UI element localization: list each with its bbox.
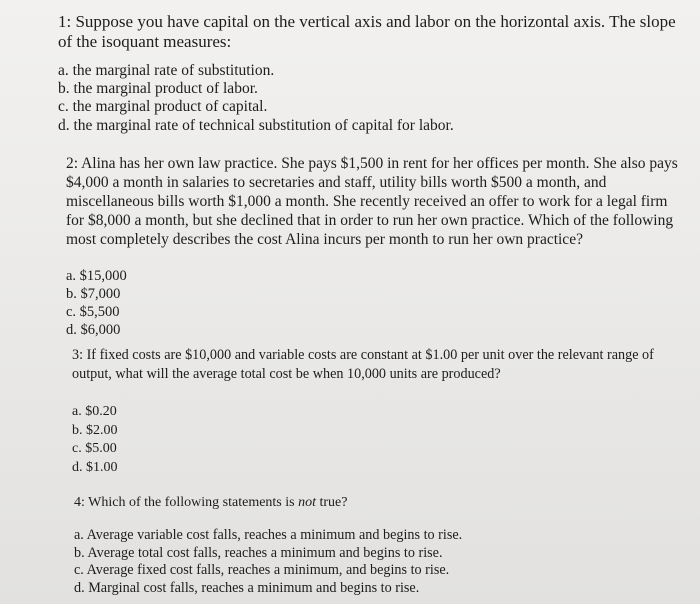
option-c: c. the marginal product of capital. [58, 98, 268, 116]
option-d: d. Marginal cost falls, reaches a minimum and begins to rise. [74, 579, 420, 596]
option-d: d. the marginal rate of technical substitution of capital for labor. [58, 116, 454, 134]
option-a: a. Average variable cost falls, reaches a minimum and begins to rise. [74, 527, 463, 543]
option-b: b. $7,000 [66, 286, 121, 302]
option-a: a. $0.20 [72, 404, 117, 419]
question-3-options [72, 403, 682, 477]
option-a: a. $15,000 [66, 268, 127, 284]
option-d: d. $6,000 [66, 322, 121, 338]
question-4-stem-end: true? [316, 495, 348, 510]
option-b: b. the marginal product of labor. [58, 80, 258, 98]
question-4-stem [74, 494, 684, 512]
option-c: c. $5,500 [66, 304, 120, 320]
question-2-options [66, 267, 681, 339]
question-4 [74, 494, 684, 597]
option-c: c. Average fixed cost falls, reaches a minimum, and begins to rise. [74, 562, 450, 578]
question-1-stem: 1: Suppose you have capital on the vertical axis and labor on the horizontal axis. The slope of the isoquant measures: [58, 12, 676, 51]
question-4-options [74, 527, 684, 597]
option-d: d. $1.00 [72, 459, 118, 475]
question-1 [58, 12, 688, 135]
question-1-options [58, 62, 688, 135]
option-b: b. Average total cost falls, reaches a minimum and begins to rise. [74, 544, 443, 561]
question-3-stem: 3: If fixed costs are $10,000 and variable costs are constant at $1.00 per unit over the relevant range of output, what will the average total cost be when 10,000 units are produced? [72, 347, 654, 382]
question-4-stem-emphasis: not [298, 495, 316, 510]
question-2-stem: 2: Alina has her own law practice. She pays $1,500 in rent for her offices per month. She also pays $4,000 a month in salaries to secretaries and staff, utility bills worth $500 a month, and miscellaneous bills worth $1,000 a month. She recently received an offer to work for a legal firm for $8,000 a month, but she declined that in order to run her own practice. Which of the following most completely describes the cost Alina incurs per month to run her own practice? [66, 155, 678, 248]
question-4-stem-start: 4: Which of the following statements is [74, 495, 299, 510]
question-3 [72, 346, 682, 477]
option-a: a. the marginal rate of substitution. [58, 62, 275, 79]
option-b: b. $2.00 [72, 422, 118, 438]
question-2 [66, 154, 681, 339]
option-c: c. $5.00 [72, 441, 117, 456]
